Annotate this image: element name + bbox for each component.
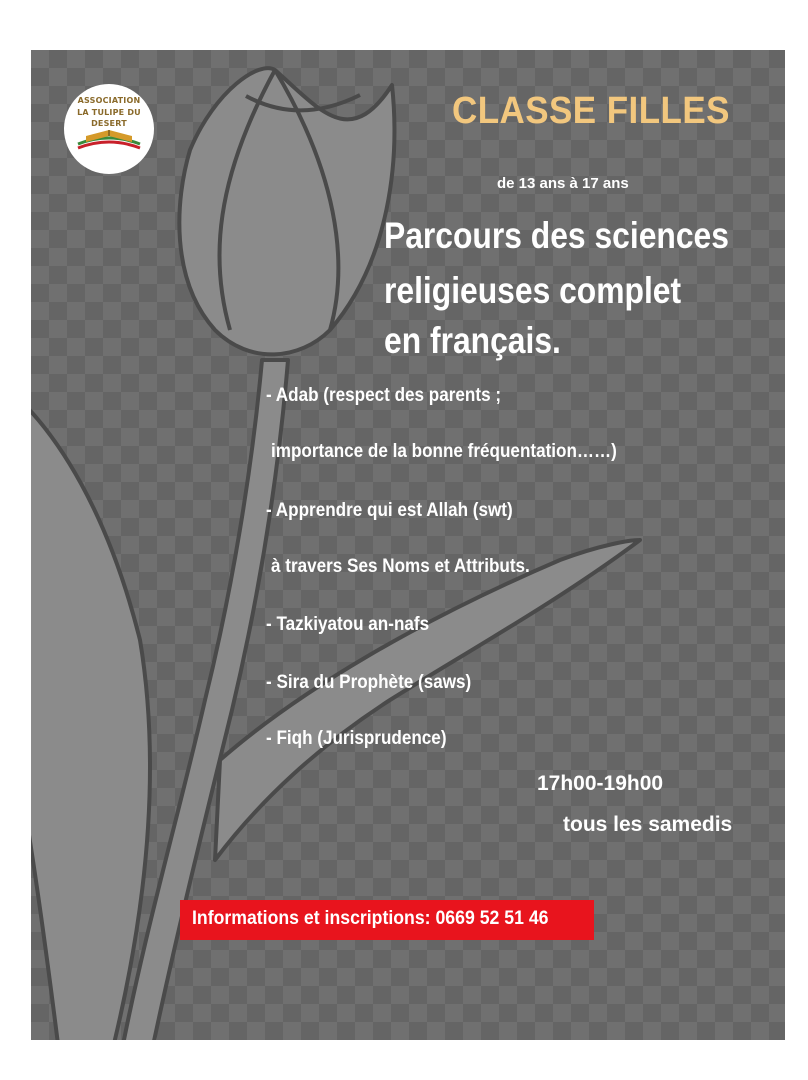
- program-item: - Tazkiyatou an-nafs: [266, 614, 430, 635]
- program-item: à travers Ses Noms et Attributs.: [271, 556, 530, 577]
- headline-line-3: en français.: [384, 320, 561, 361]
- logo-line-1: ASSOCIATION: [77, 96, 141, 105]
- program-item: - Fiqh (Jurisprudence): [266, 728, 447, 749]
- program-item: - Apprendre qui est Allah (swt): [266, 500, 513, 521]
- info-banner: [180, 900, 594, 940]
- program-item: - Sira du Prophète (saws): [266, 672, 472, 693]
- flyer: [31, 50, 785, 1040]
- page-title: CLASSE FILLES: [452, 90, 730, 132]
- program-item: importance de la bonne fréquentation……): [271, 441, 617, 462]
- logo-line-3: DESERT: [91, 119, 127, 128]
- headline-line-2: religieuses complet: [384, 270, 682, 311]
- program-item: - Adab (respect des parents ;: [266, 385, 502, 406]
- association-logo: [64, 84, 154, 174]
- logo-line-2: LA TULIPE DU: [77, 108, 141, 117]
- age-range: de 13 ans à 17 ans: [497, 175, 629, 192]
- schedule-time: 17h00-19h00: [537, 772, 664, 795]
- schedule-days: tous les samedis: [563, 813, 733, 836]
- info-text: Informations et inscriptions: 0669 52 51 46: [192, 908, 549, 929]
- headline-line-1: Parcours des sciences: [384, 215, 729, 256]
